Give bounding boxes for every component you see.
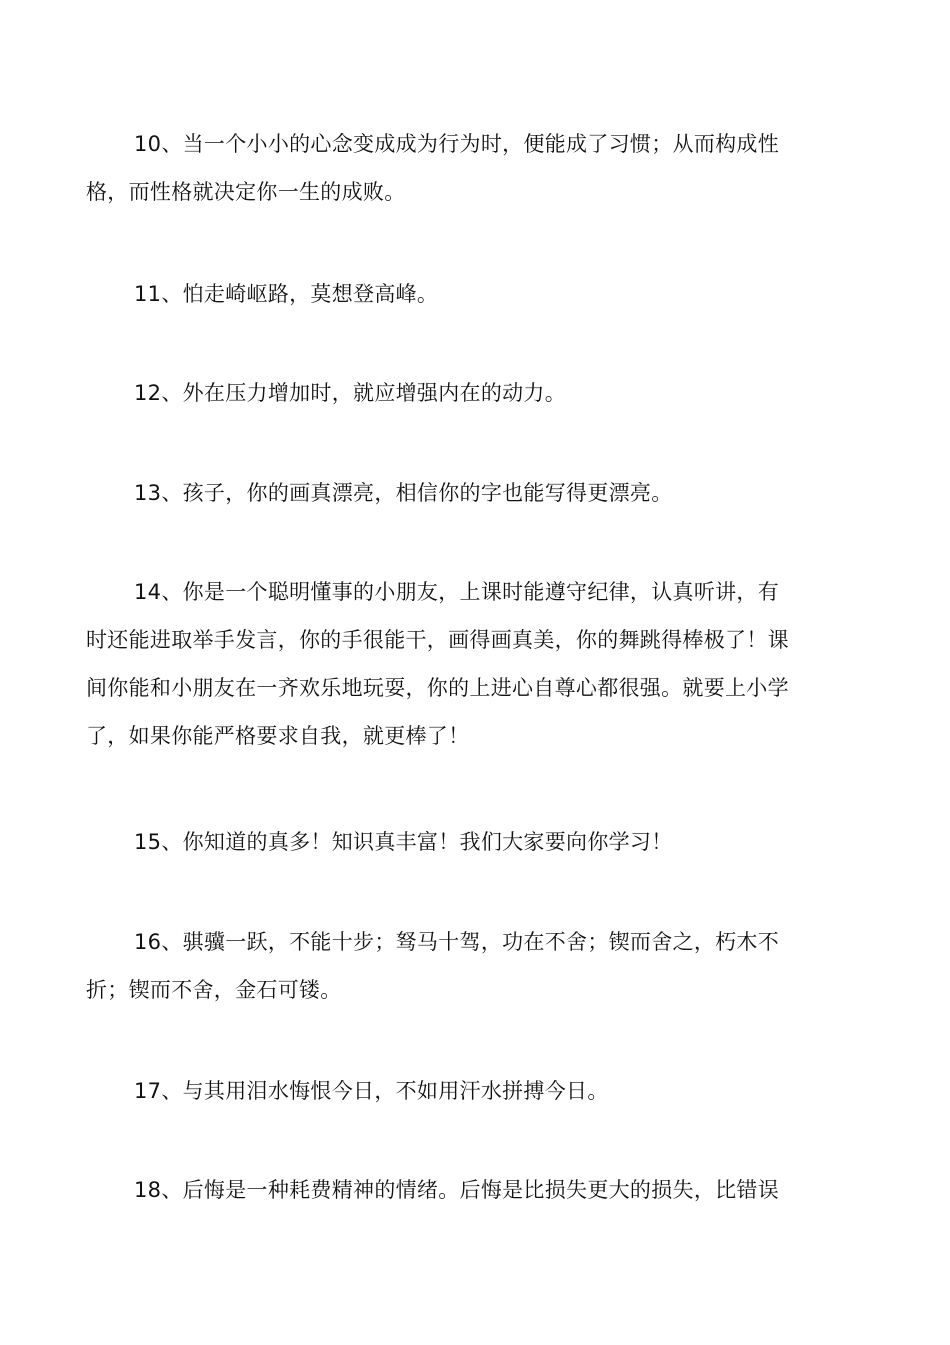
paragraph-10: 10、当一个小小的心念变成成为行为时，便能成了习惯；从而构成性格，而性格就决定你一生的成败。 <box>86 132 780 204</box>
paragraph-17: 17、与其用泪水悔恨今日，不如用汗水拼搏今日。 <box>134 1079 609 1103</box>
paragraph-11: 11、怕走崎岖路，莫想登高峰。 <box>134 282 439 306</box>
paragraph-15: 15、你知道的真多！知识真丰富！我们大家要向你学习！ <box>134 830 673 854</box>
paragraph-18: 18、后悔是一种耗费精神的情绪。后悔是比损失更大的损失，比错误 <box>134 1178 780 1202</box>
paragraph-12: 12、外在压力增加时，就应增强内在的动力。 <box>134 381 567 405</box>
paragraph-13: 13、孩子，你的画真漂亮，相信你的字也能写得更漂亮。 <box>134 481 673 505</box>
paragraph-14: 14、你是一个聪明懂事的小朋友，上课时能遵守纪律，认真听讲，有时还能进取举手发言，你的手很能干，画得画真美，你的舞跳得棒极了！课间你能和小朋友在一齐欢乐地玩耍，你的上进心自尊心都很强。就要上小学了，如果你能严格要求自我，就更棒了！ <box>86 580 789 748</box>
paragraph-16: 16、骐骥一跃，不能十步；驽马十驾，功在不舍；锲而舍之，朽木不折；锲而不舍，金石可镂。 <box>86 930 780 1002</box>
